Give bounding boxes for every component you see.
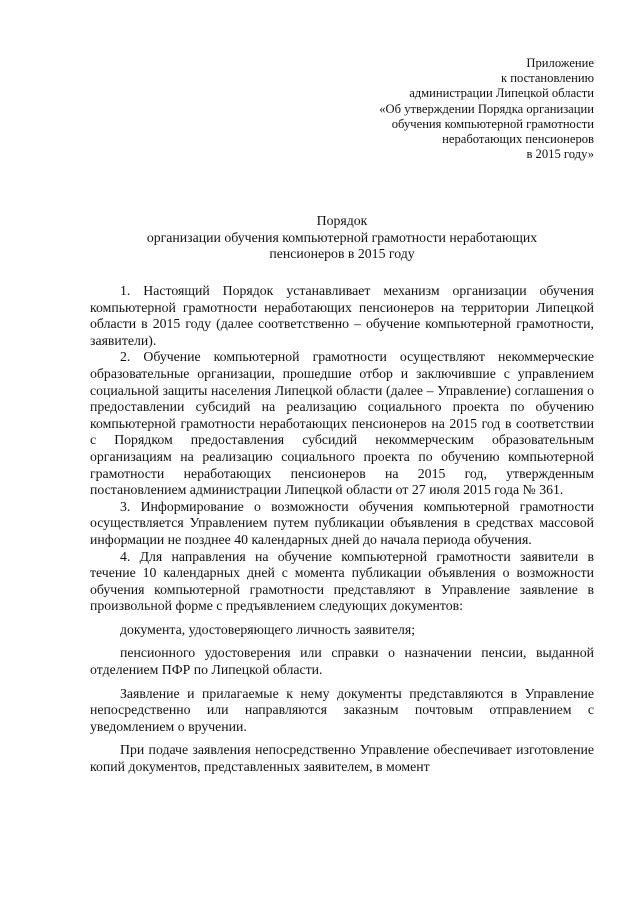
title-heading: Порядок [316,213,368,228]
paragraph-submission: Заявление и прилагаемые к нему документы представляются в Управление непосредственно или направляются заказным почтовым отправлением с уведомлением о вручении. [90,685,594,734]
appendix-line: неработающих пенсионеров [442,132,594,147]
paragraph-direct-submission: При подаче заявления непосредственно Управление обеспечивает изготовление копий документов, представленных заявителем, в момент [90,742,594,775]
appendix-line: обучения компьютерной грамотности [391,116,594,131]
paragraph-3: 3. Информирование о возможности обучения компьютерной грамотности осуществляется Управлением путем публикации объявления в средствах массовой информации не позднее 40 календарных дней до начала периода обучения. [90,498,594,547]
appendix-header [294,56,594,162]
paragraph-4: 4. Для направления на обучение компьютерной грамотности заявители в течение 10 календарных дней с момента публикации объявления о возможности обучения компьютерной грамотности представляют в Управление заявление в произвольной форме с предъявлением следующих документов: [90,548,594,614]
document-item-identity: документа, удостоверяющего личность заявителя; [120,621,416,637]
document-item-pension: пенсионного удостоверения или справки о назначении пенсии, выданной отделением ПФР по Липецкой области. [90,645,594,678]
appendix-line: Приложение [526,56,594,70]
appendix-line: «Об утверждении Порядка организации [379,101,594,116]
document-title [90,213,594,263]
appendix-line: администрации Липецкой области [409,86,594,101]
title-line: пенсионеров в 2015 году [269,246,415,262]
paragraph-1: 1. Настоящий Порядок устанавливает механизм организации обучения компьютерной грамотности неработающих пенсионеров на территории Липецкой области в 2015 году (далее соответственно – обучение компьютерной грамотности, заявители). [90,283,594,348]
document-body [90,283,594,776]
title-line: организации обучения компьютерной грамотности неработающих [146,229,538,245]
appendix-line: в 2015 году» [526,147,594,162]
appendix-line: к постановлению [500,71,594,86]
paragraph-2: 2. Обучение компьютерной грамотности осуществляют некоммерческие образовательные организации, прошедшие отбор и заключившие с управлением социальной защиты населения Липецкой области (далее – Управление) соглашения о предоставлении субсидий на реализацию социального проекта по обучению компьютерной грамотности неработающих пенсионеров на 2015 год в соответствии с Порядком предоставления субсидий некоммерческим образовательным организациям на реализацию социального проекта по обучению компьютерной грамотности неработающих пенсионеров на 2015 год, утвержденным постановлением администрации Липецкой области от 27 июля 2015 года № 361. [90,349,594,498]
